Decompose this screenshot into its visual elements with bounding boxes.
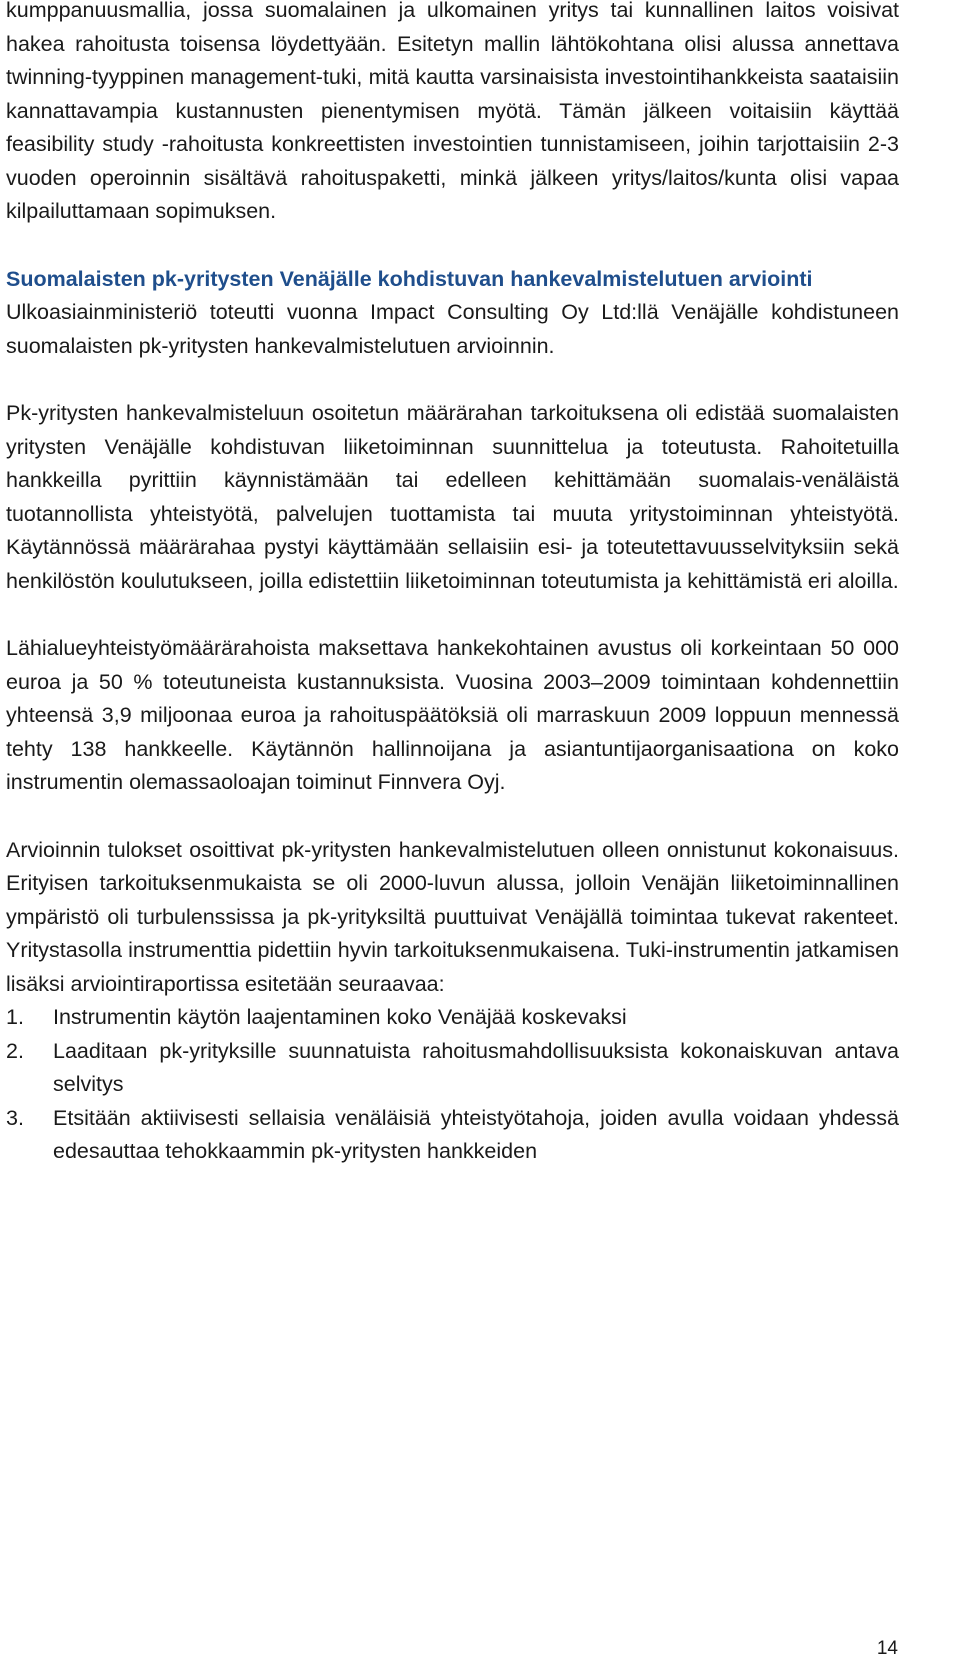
list-item-number: 1. xyxy=(6,1005,24,1029)
paragraph-evaluation-results: Arvioinnin tulokset osoittivat pk-yritysten hankevalmistelutuen olleen onnistunut kokonaisuus. Erityisen tarkoituksenmukaista se oli 2000-luvun alussa, jolloin Venäjän liiketoiminnallinen ympäristö oli turbulenssissa ja pk-yrityksiltä puuttuivat Venäjällä toimintaa tukevat rakenteet. Yritystasolla instrumenttia pidettiin hyvin tarkoituksenmukaisena. Tuki-instrumentin jatkamisen lisäksi arviointiraportissa esitetään seuraavaa: xyxy=(6,837,899,996)
list-item-number: 3. xyxy=(6,1105,24,1130)
list-item-text: Laaditaan pk-yrityksille suunnatuista rahoitusmahdollisuuksista kokonaiskuvan antava selvitys xyxy=(53,1038,899,1096)
paragraph-funding-purpose: Pk-yritysten hankevalmisteluun osoitetun määrärahan tarkoituksena oli edistää suomalaisten yritysten Venäjälle kohdistuvan liiketoiminnan suunnittelua ja toteutusta. Rahoitetuilla hankkeilla pyrittiin käynnistämään tai edelleen kehittämään suomalais-venäläistä tuotannollista yhteistyötä, palvelujen tuottamista tai muuta yritystoiminnan yhteistyötä. Käytännössä määrärahaa pystyi käyttämään sellaisiin esi- ja toteutettavuusselvityksiin sekä henkilöstön koulutukseen, joilla edistettiin liiketoiminnan toteutumista ja kehittämistä eri aloilla. xyxy=(6,401,899,593)
intro-paragraph: kumppanuusmallia, jossa suomalainen ja ulkomainen yritys tai kunnallinen laitos voisivat hakea rahoitusta toisensa löydettyään. Esitetyn mallin lähtökohtana olisi alussa annettava twinning-tyyppinen management-tuki, mitä kautta varsinaisista investointihankkeista saataisiin kannattavampia kustannusten pienentymisen myötä. Tämän jälkeen voitaisiin käyttää feasibility study -rahoitusta konkreettisten investointien tunnistamiseen, joihin tarjottaisiin 2-3 vuoden operoinnin sisältävä rahoituspaketti, minkä jälkeen yritys/laitos/kunta olisi vapaa kilpailuttamaan sopimuksen. xyxy=(6,0,899,223)
list-item xyxy=(6,1001,899,1035)
page-number: 14 xyxy=(876,1638,898,1659)
list-item-number: 2. xyxy=(6,1038,24,1063)
list-item xyxy=(6,1102,899,1169)
list-item-text: Etsitään aktiivisesti sellaisia venäläisiä yhteistyötahoja, joiden avulla voidaan yhdessä edesauttaa tehokkaammin pk-yritysten hankkeiden xyxy=(53,1105,899,1163)
list-item-text: Instrumentin käytön laajentaminen koko Venäjää koskevaksi xyxy=(53,1005,627,1029)
section-heading: Suomalaisten pk-yritysten Venäjälle kohdistuvan hankevalmistelutuen arviointi xyxy=(6,266,813,291)
document-page xyxy=(6,0,899,1169)
paragraph-evaluation-intro: Ulkoasiainministeriö toteutti vuonna Impact Consulting Oy Ltd:llä Venäjälle kohdistuneen suomalaisten pk-yritysten hankevalmistelutuen arvioinnin. xyxy=(6,300,899,358)
paragraph-funding-amounts: Lähialueyhteistyömäärärahoista maksettava hankekohtainen avustus oli korkeintaan 50 000 euroa ja 50 % toteutuneista kustannuksista. Vuosina 2003–2009 toimintaan kohdennettiin yhteensä 3,9 miljoonaa euroa ja rahoituspäätöksiä oli marraskuun 2009 loppuun mennessä tehty 138 hankkeelle. Käytännön hallinnoijana ja asiantuntijaorganisaationa on koko instrumentin olemassaoloajan toiminut Finnvera Oyj. xyxy=(6,636,899,794)
recommendations-list xyxy=(6,1001,899,1169)
list-item xyxy=(6,1035,899,1102)
